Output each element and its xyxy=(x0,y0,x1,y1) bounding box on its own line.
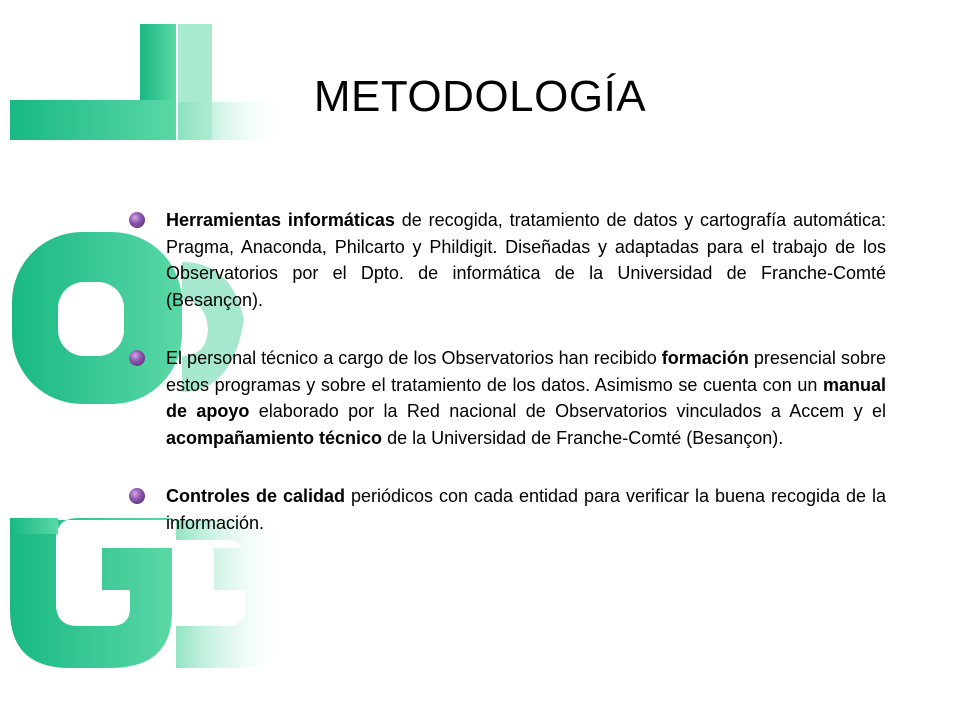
bullet-list xyxy=(126,207,886,568)
body-text: elaborado por la Red nacional de Observatorios vinculados a Accem y el xyxy=(249,401,886,421)
bold-text: Herramientas informáticas xyxy=(166,210,395,230)
body-text: de la Universidad de Franche-Comté (Besançon). xyxy=(382,427,784,448)
bullet-icon xyxy=(129,488,145,504)
bold-text: acompañamiento técnico xyxy=(166,427,383,448)
bold-text: Controles de calidad xyxy=(166,486,345,506)
bullet-icon xyxy=(129,350,145,366)
body-text: de recogida, tratamiento de datos y cartografía automática: Pragma, Anaconda, Philcarto y Phildigit. Diseñadas y adaptadas para el trabajo de los Observatorios por el Dpto. de informática de la Universidad de Franche-Comté (Besançon). xyxy=(166,210,887,310)
list-item xyxy=(126,207,886,313)
slide-title: METODOLOGÍA xyxy=(313,72,647,121)
body-text: periódicos con cada entidad para verificar la buena recogida de la información. xyxy=(166,486,886,533)
bold-text: manual de apoyo xyxy=(166,374,886,421)
list-item xyxy=(126,483,886,536)
bullet-text xyxy=(166,207,886,313)
body-text: presencial sobre estos programas y sobre el tratamiento de los datos. Asimismo se cuenta con un xyxy=(166,348,886,395)
bold-text: formación xyxy=(661,348,749,368)
body-text: El personal técnico a cargo de los Observatorios han recibido xyxy=(166,348,662,368)
list-item xyxy=(126,345,886,451)
bullet-text xyxy=(166,483,886,536)
bullet-text xyxy=(166,345,886,451)
bullet-icon xyxy=(129,212,145,228)
